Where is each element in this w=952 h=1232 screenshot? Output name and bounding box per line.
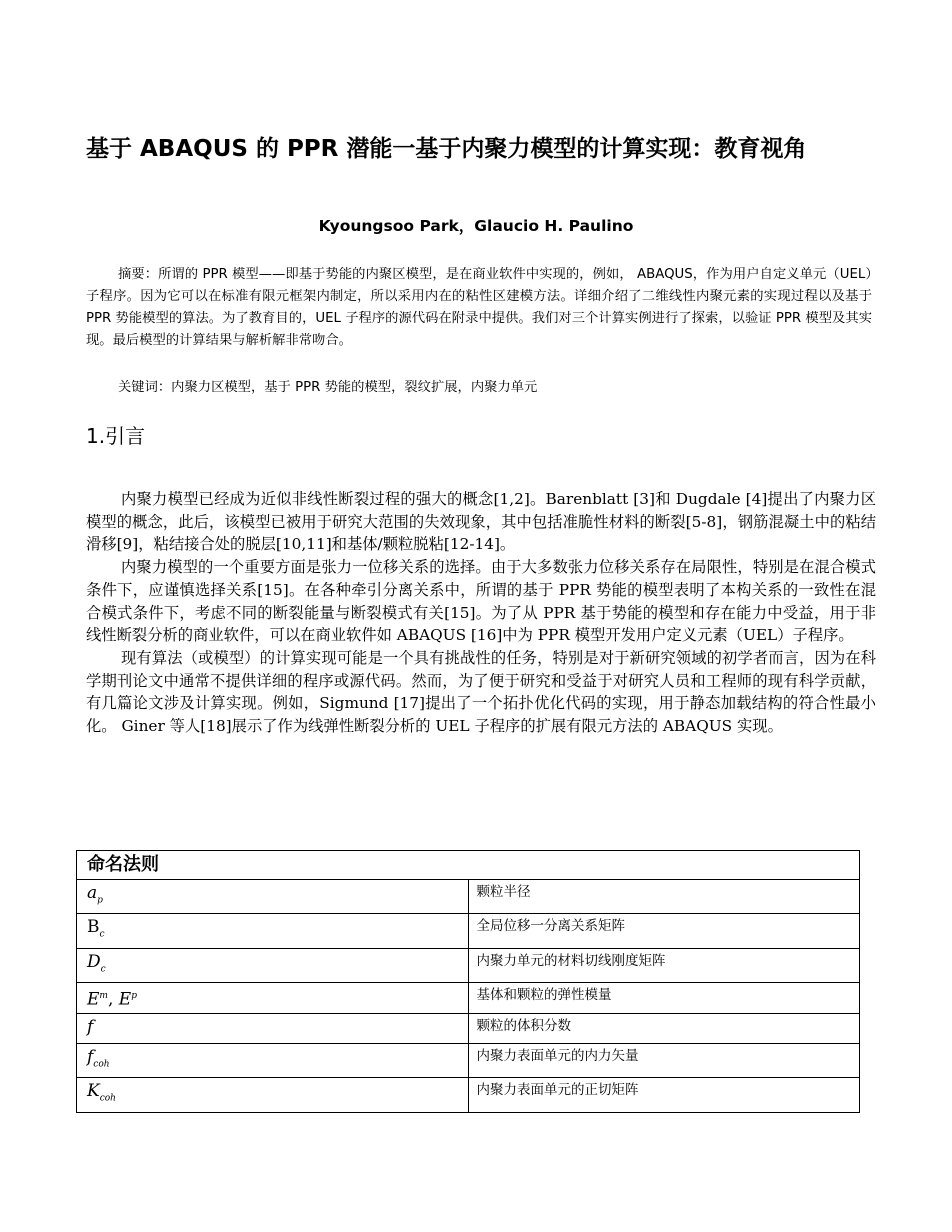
description-cell: 内聚力表面单元的内力矢量 [468, 1043, 860, 1077]
description-cell: 全局位移一分离关系矩阵 [468, 914, 860, 948]
description-cell: 基体和颗粒的弹性模量 [468, 983, 860, 1014]
section-heading-introduction: 1.引言 [86, 424, 146, 448]
paragraph: 现有算法（或模型）的计算实现可能是一个具有挑战性的任务，特别是对于新研究领域的初学者而言，因为在科学期刊论文中通常不提供详细的程序或源代码。然而，为了便于研究和受益于对研究人员和工程师的现有科学贡献，有几篇论文涉及计算实现。例如，Sigmund [17]提出了一个拓扑优化代码的实现，用于静态加载结构的符合性最小化。 Giner 等人[18]展示了作为线弹性断裂分析的 UEL 子程序的扩展有限元方法的 ABAQUS 实现。 [86, 648, 876, 736]
symbol-cell: $a_p$ [77, 880, 469, 914]
description-cell: 内聚力单元的材料切线刚度矩阵 [468, 948, 860, 982]
description-cell: 颗粒半径 [468, 880, 860, 914]
symbol-cell: $D_c$ [77, 948, 469, 982]
description-cell: 内聚力表面单元的正切矩阵 [468, 1078, 860, 1112]
nomenclature-table [76, 850, 860, 1113]
table-row [77, 1078, 860, 1112]
introduction-body [86, 488, 876, 738]
symbol-cell: $f_{coh}$ [77, 1043, 469, 1077]
nomenclature-header-row [77, 851, 860, 880]
paragraph: 内聚力模型的一个重要方面是张力一位移关系的选择。由于大多数张力位移关系存在局限性，特别是在混合模式条件下，应谨慎选择关系[15]。在各种牵引分离关系中，所谓的基于 PPR 势能的模型表明了本构关系的一致性在混合模式条件下，考虑不同的断裂能量与断裂模式有关[15]。为了从 PPR 基于势能的模型和存在能力中受益，用于非线性断裂分析的商业软件，可以在商业软件如 ABAQUS [16]中为 PPR 模型开发用户定义元素（UEL）子程序。 [86, 558, 876, 645]
keywords: 关键词：内聚力区模型，基于 PPR 势能的模型，裂纹扩展，内聚力单元 [118, 380, 538, 395]
abstract: 摘要：所谓的 PPR 模型——即基于势能的内聚区模型，是在商业软件中实现的，例如， ABAQUS，作为用户自定义单元（UEL）子程序。因为它可以在标准有限元框架内制定，所以采用内在的粘性区建模方法。详细介绍了二维线性内聚元素的实现过程以及基于 PPR 势能模型的算法。为了教育目的，UEL 子程序的源代码在附录中提供。我们对三个计算实例进行了探索，以验证 PPR 模型及其实现。最后模型的计算结果与解析解非常吻合。 [86, 267, 872, 348]
table-row [77, 983, 860, 1014]
symbol-cell: $B_c$ [77, 914, 469, 948]
symbol-cell: $E^m$, $E^p$ [77, 983, 469, 1014]
table-row [77, 914, 860, 948]
table-row [77, 1013, 860, 1043]
table-row [77, 1043, 860, 1077]
symbol-cell: $K_{coh}$ [77, 1078, 469, 1112]
paper-authors: Kyoungsoo Park，Glaucio H. Paulino [318, 217, 634, 235]
description-cell: 颗粒的体积分数 [468, 1013, 860, 1043]
nomenclature-heading: 命名法则 [77, 851, 860, 880]
symbol-cell: f [77, 1013, 469, 1043]
paragraph: 内聚力模型已经成为近似非线性断裂过程的强大的概念[1,2]。Barenblatt [3]和 Dugdale [4]提出了内聚力区模型的概念，此后，该模型已被用于研究大范围的失效现象，其中包括准脆性材料的断裂[5-8]，钢筋混凝土中的粘结滑移[9]，粘结接合处的脱层[10,11]和基体/颗粒脱粘[12-14]。 [86, 490, 876, 554]
table-row [77, 880, 860, 914]
paper-title: 基于 ABAQUS 的 PPR 潜能一基于内聚力模型的计算实现：教育视角 [86, 136, 807, 162]
table-row [77, 948, 860, 982]
